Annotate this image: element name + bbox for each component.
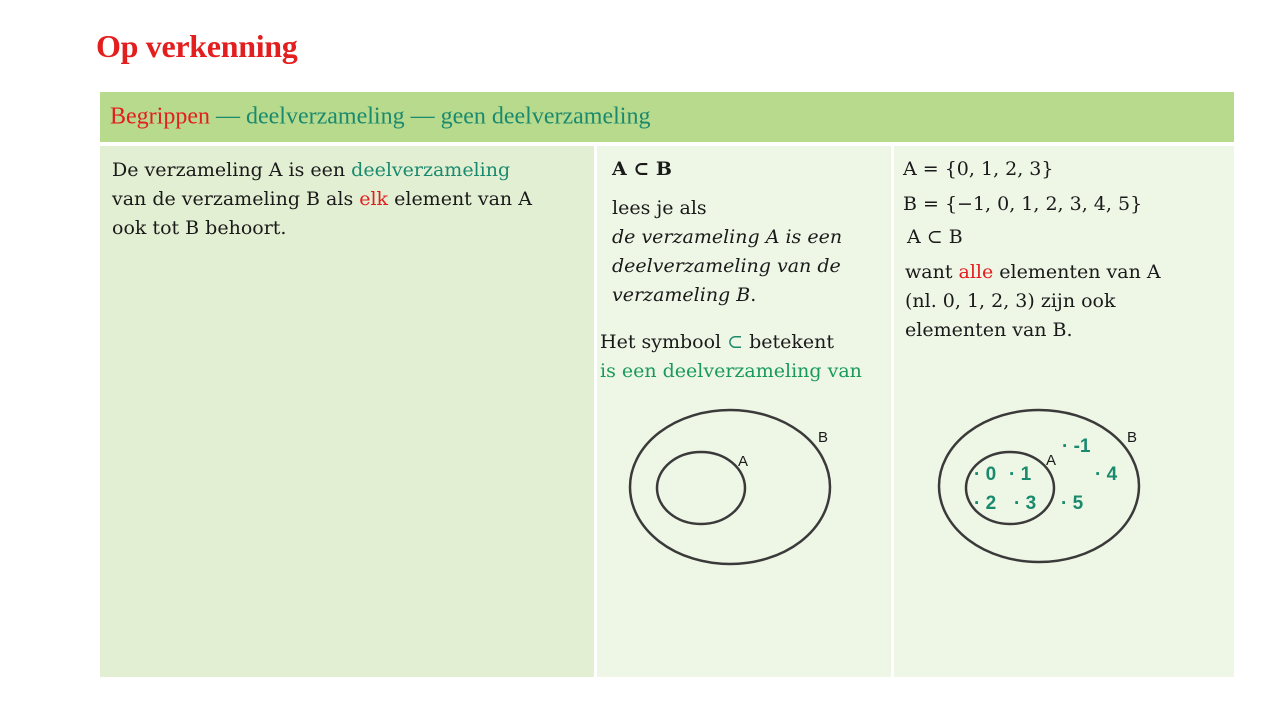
def-line2-post: element van A [388,188,532,210]
header-separator: — [410,103,435,130]
reading-period: . [750,284,757,306]
notation-column [597,146,891,677]
def-line2-text: van de verzameling B als [112,188,360,210]
because-pre: want [905,261,959,283]
symbol-explanation [600,328,862,386]
example-explanation [905,258,1225,345]
venn-diagram-elements [894,386,1234,586]
def-line1-text: De verzameling A is een [112,159,352,181]
element-3: · 3 [1014,493,1037,514]
element-2: · 2 [974,493,997,514]
venn-outer-set-b [630,410,830,564]
header-term-begrippen: Begrippen [110,103,210,130]
set-a-definition: A = {0, 1, 2, 3} [903,158,1054,180]
venn-label-a: A [738,453,749,470]
venn-label-a: A [1046,452,1057,469]
page-title: Op verkenning [96,28,298,64]
def-line3-text: ook tot B behoort. [112,217,287,239]
header-term-geen-deelverzameling: geen deelverzameling [440,103,651,130]
venn-label-b: B [818,429,829,446]
def-key-deelverzameling: deelverzameling [351,159,511,181]
element-minus-1: · -1 [1062,436,1091,457]
because-line3: elementen van B. [905,319,1073,341]
venn-inner-set-a [657,452,745,524]
notation-label: A ⊂ B [612,158,672,180]
symbol-line-pre: Het symbool [600,331,728,353]
subset-relation: A ⊂ B [907,226,963,248]
element-0: · 0 [974,464,997,485]
reading-line3: verzameling B [612,284,751,306]
subset-symbol: ⊂ [727,331,744,353]
venn-outer-set-b [939,410,1139,562]
notation-reading [612,223,890,310]
def-key-elk: elk [359,188,389,210]
read-as-label: lees je als [612,197,707,219]
element-1: · 1 [1009,464,1032,485]
venn-label-b: B [1127,429,1138,446]
set-b-definition: B = {−1, 0, 1, 2, 3, 4, 5} [903,193,1143,215]
because-post: elementen van A [993,261,1161,283]
because-line2: (nl. 0, 1, 2, 3) zijn ook [905,290,1116,312]
element-4: · 4 [1095,464,1118,485]
venn-diagram-empty [597,386,891,586]
example-column [894,146,1234,677]
symbol-line-post: betekent [743,331,835,353]
reading-line2: deelverzameling van de [612,255,841,277]
reading-line1: de verzameling A is een [612,226,843,248]
header-term-deelverzameling: deelverzameling [245,103,405,130]
symbol-meaning: is een deelverzameling van [600,360,862,382]
definition-column [100,146,594,677]
header-bar [100,92,1234,142]
header-separator: — [215,103,240,130]
element-5: · 5 [1061,493,1084,514]
because-key-alle: alle [958,261,994,283]
definition-text [112,156,582,243]
